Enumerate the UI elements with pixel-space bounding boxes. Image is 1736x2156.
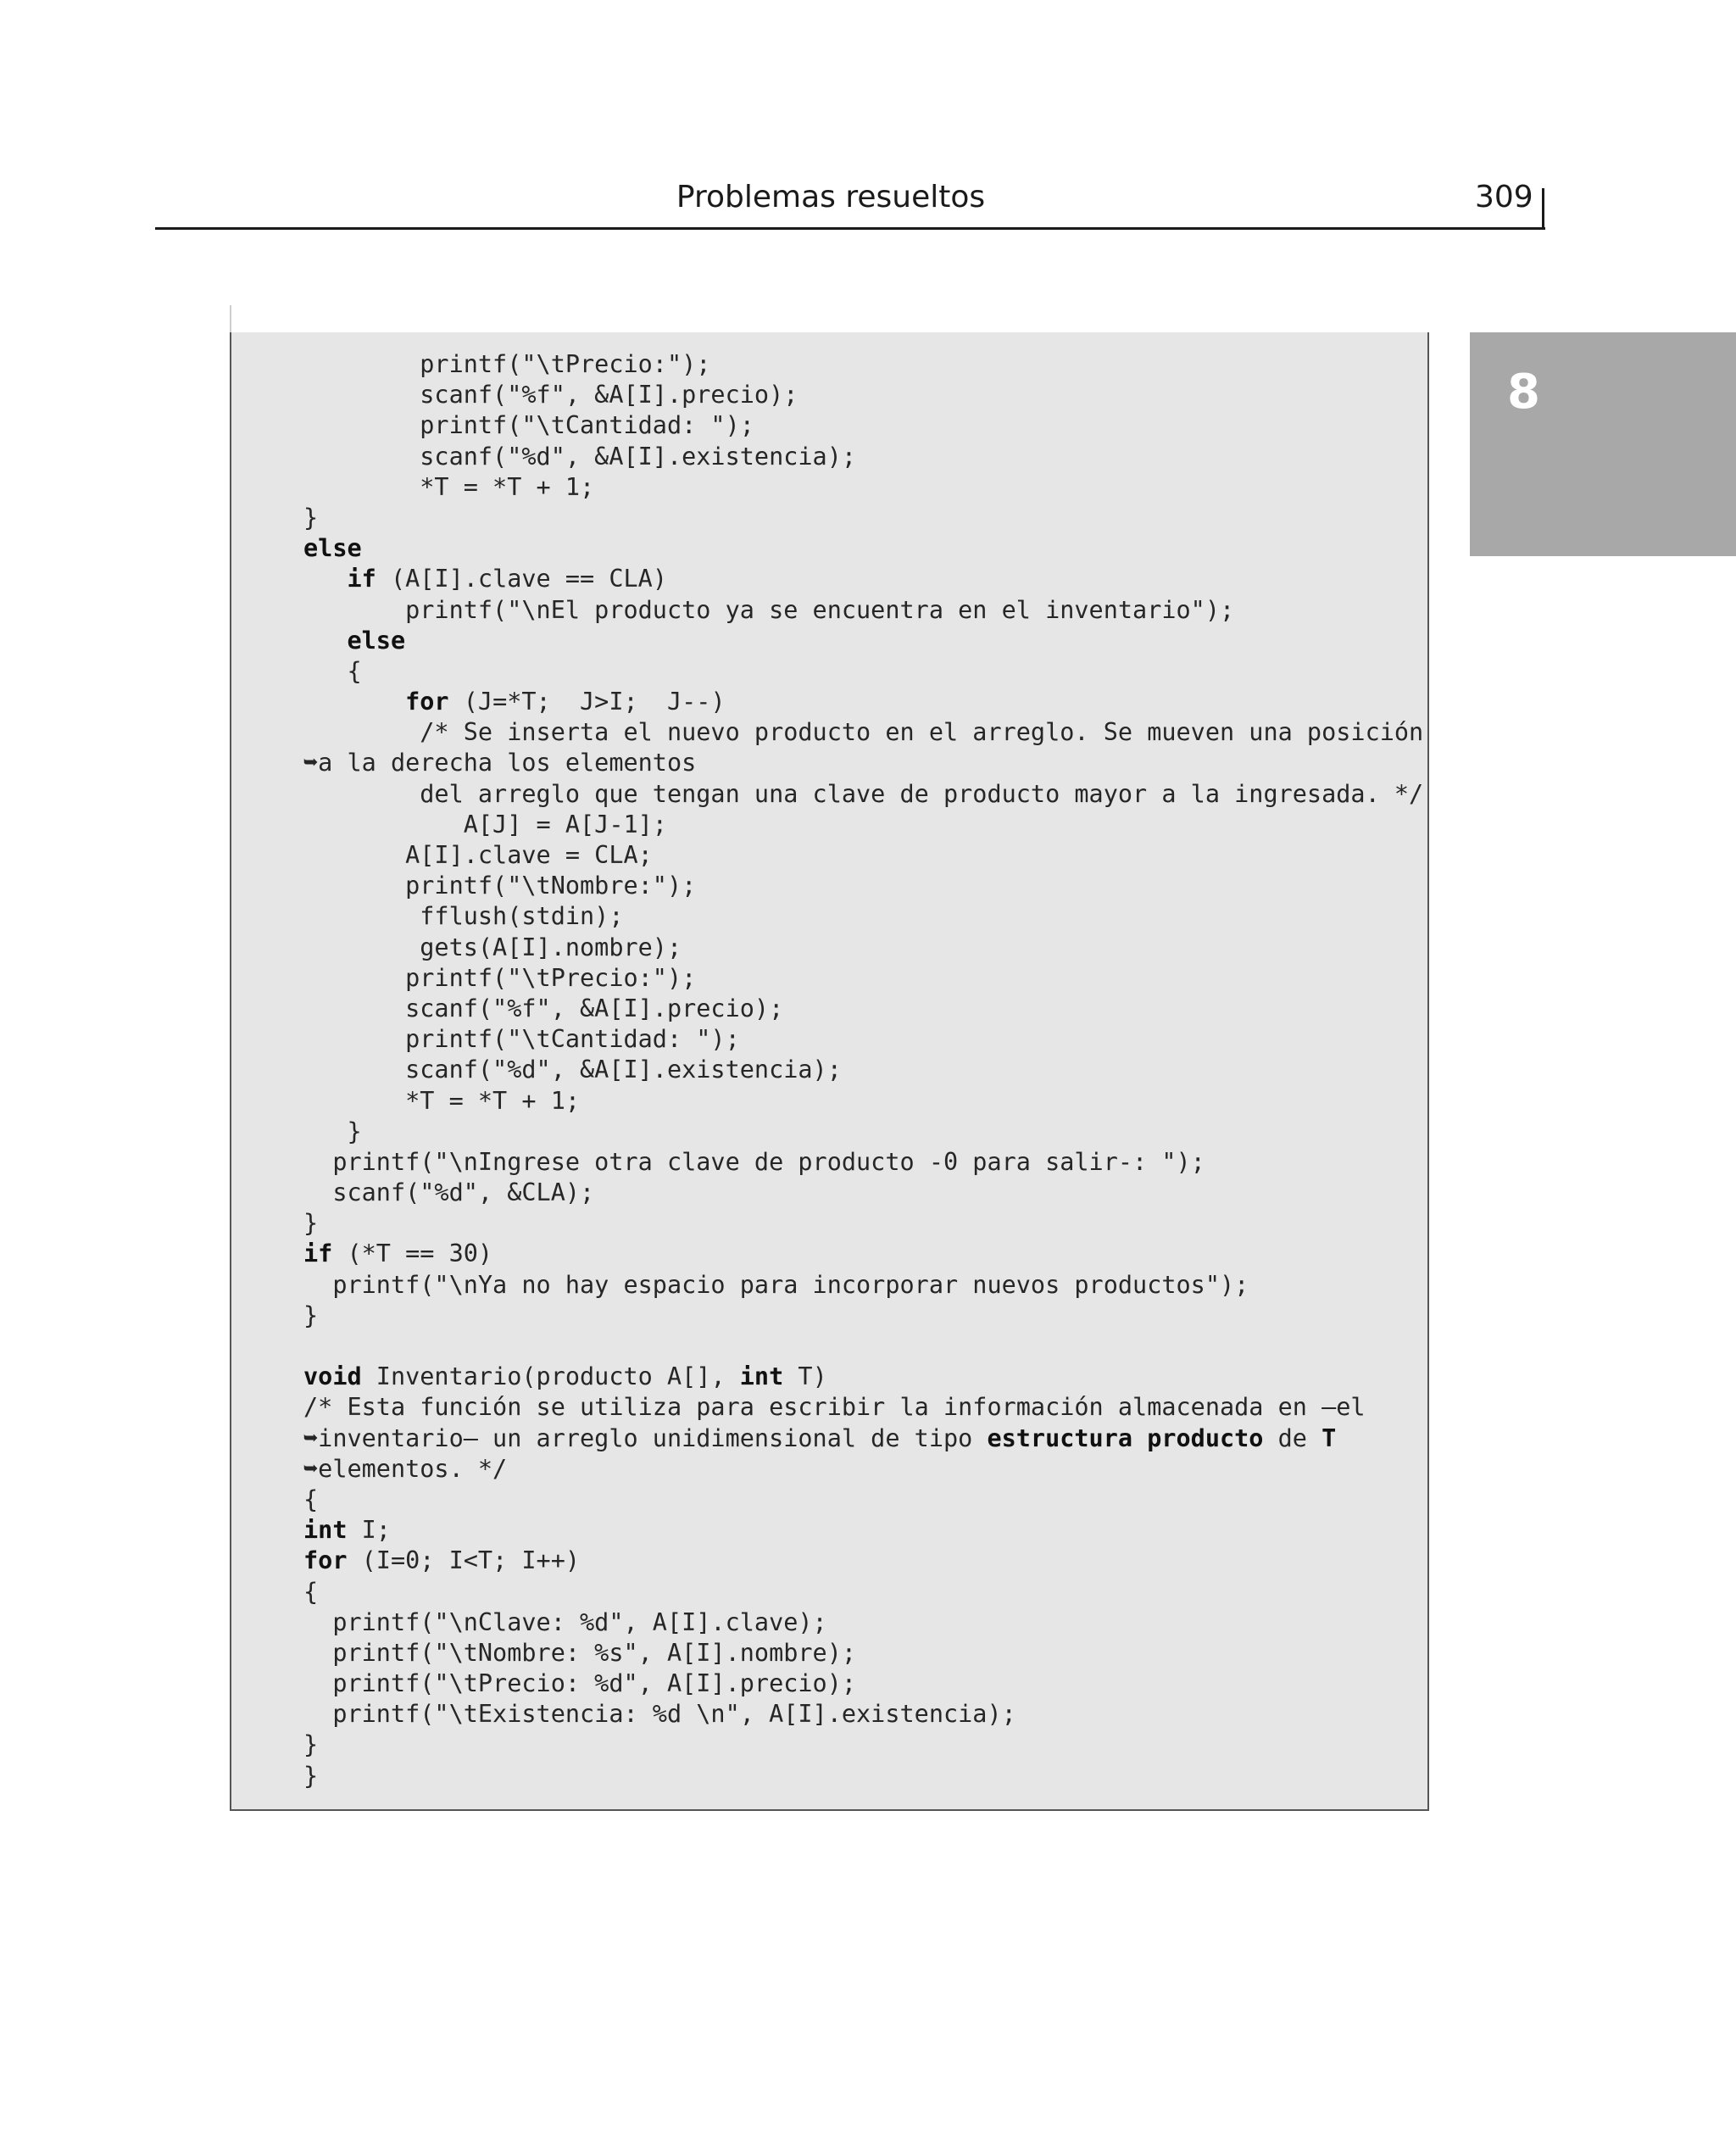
code-line — [303, 994, 1423, 1024]
header-rule — [155, 227, 1545, 230]
code-keyword: else — [347, 626, 406, 655]
code-text: *T = *T + 1; — [303, 472, 595, 501]
code-text: Inventario(producto A[], — [361, 1362, 740, 1391]
code-text: /* Se inserta el nuevo producto en el arreglo. Se mueven una posición — [303, 718, 1424, 747]
code-text: printf("\nEl producto ya se encuentra en el inventario"); — [303, 595, 1235, 624]
page-number: 309 — [1475, 180, 1533, 214]
code-text — [303, 565, 347, 593]
code-keyword: int — [739, 1362, 784, 1391]
code-text: printf("\tPrecio:"); — [303, 350, 711, 378]
code-line — [303, 717, 1423, 748]
code-keyword: if — [347, 565, 376, 593]
code-line — [303, 1454, 1423, 1485]
code-line — [303, 1208, 1423, 1239]
code-line — [303, 1055, 1423, 1085]
code-text: scanf("%d", &A[I].existencia); — [303, 1056, 842, 1084]
code-text: printf("\tCantidad: "); — [303, 1025, 740, 1054]
code-text — [303, 627, 347, 655]
chapter-tab — [1470, 332, 1736, 556]
code-text: printf("\tExistencia: %d \n", A[I].existencia); — [303, 1700, 1016, 1729]
code-line — [303, 871, 1423, 901]
code-text: I; — [347, 1516, 391, 1545]
code-text: printf("\nClave: %d", A[I].clave); — [303, 1607, 827, 1636]
code-text: A[I].clave = CLA; — [303, 841, 653, 869]
code-line — [303, 1699, 1423, 1730]
code-text: } — [303, 503, 319, 532]
code-text: } — [303, 1301, 319, 1329]
code-line — [303, 1270, 1423, 1301]
code-line — [303, 380, 1423, 410]
code-line — [303, 810, 1423, 840]
code-text: { — [303, 1485, 319, 1513]
code-text: } — [303, 1730, 319, 1759]
code-text: *T = *T + 1; — [303, 1086, 581, 1115]
code-line — [303, 349, 1423, 380]
code-text: } — [303, 1209, 319, 1238]
code-text — [303, 688, 405, 716]
code-line — [303, 687, 1423, 717]
code-line — [303, 1761, 1423, 1791]
code-line — [303, 1638, 1423, 1669]
code-text: } — [303, 1117, 362, 1145]
code-line — [303, 1577, 1423, 1607]
code-text: printf("\tCantidad: "); — [303, 411, 754, 440]
code-keyword: for — [303, 1546, 348, 1575]
code-text: (I=0; I<T; I++) — [347, 1546, 581, 1575]
code-text: (A[I].clave == CLA) — [376, 565, 667, 593]
code-keyword: if — [303, 1240, 333, 1268]
code-line — [303, 748, 1423, 778]
code-line — [303, 626, 1423, 656]
running-header-title: Problemas resueltos — [676, 180, 986, 214]
code-line — [303, 1147, 1423, 1178]
code-line — [303, 1669, 1423, 1699]
code-line — [303, 1515, 1423, 1546]
code-text: printf("\nIngrese otra clave de producto -0 para salir-: "); — [303, 1147, 1205, 1176]
code-text: fflush(stdin); — [303, 902, 624, 931]
code-line — [303, 1607, 1423, 1638]
code-line — [303, 933, 1423, 963]
code-line — [303, 656, 1423, 687]
code-line — [303, 564, 1423, 594]
code-text: scanf("%f", &A[I].precio); — [303, 994, 784, 1022]
code-text: ➥inventario— un arreglo unidimensional de tipo — [303, 1423, 988, 1452]
code-line — [303, 410, 1423, 441]
code-line — [303, 503, 1423, 533]
code-text: scanf("%d", &A[I].existencia); — [303, 442, 857, 471]
code-line — [303, 1485, 1423, 1515]
code-line — [303, 595, 1423, 626]
code-line — [303, 840, 1423, 871]
code-keyword: estructura producto — [987, 1423, 1264, 1452]
code-text: printf("\tPrecio: %d", A[I].precio); — [303, 1669, 857, 1698]
code-line — [303, 533, 1423, 564]
code-text: (J=*T; J>I; J--) — [448, 688, 726, 716]
code-line — [303, 1178, 1423, 1208]
code-text: printf("\nYa no hay espacio para incorporar nuevos productos"); — [303, 1270, 1249, 1299]
chapter-number: 8 — [1507, 365, 1540, 420]
code-text: de — [1263, 1423, 1322, 1452]
code-line — [303, 1730, 1423, 1760]
code-text: T) — [783, 1362, 827, 1391]
code-text: printf("\tPrecio:"); — [303, 963, 697, 992]
code-line — [303, 901, 1423, 932]
code-line — [303, 1086, 1423, 1117]
code-line — [303, 1239, 1423, 1269]
code-keyword: int — [303, 1516, 348, 1545]
code-line — [303, 1362, 1423, 1392]
code-text: { — [303, 1577, 319, 1606]
code-line — [303, 442, 1423, 472]
code-text: gets(A[I].nombre); — [303, 933, 682, 961]
code-line — [303, 1423, 1423, 1454]
code-text: del arreglo que tengan una clave de producto mayor a la ingresada. */ — [303, 779, 1424, 808]
code-keyword: else — [303, 534, 362, 563]
code-line — [303, 779, 1423, 810]
code-text: (*T == 30) — [332, 1240, 493, 1268]
code-text: { — [303, 656, 362, 685]
header-rule-tick — [1542, 188, 1544, 229]
code-text: printf("\tNombre: %s", A[I].nombre); — [303, 1638, 857, 1667]
code-text: A[J] = A[J-1]; — [303, 810, 667, 838]
code-text: } — [303, 1761, 319, 1790]
code-line — [303, 963, 1423, 994]
code-line — [303, 1331, 1423, 1362]
code-text: printf("\tNombre:"); — [303, 872, 697, 900]
code-listing — [303, 349, 1423, 1791]
code-text: /* Esta función se utiliza para escribir la información almacenada en —el — [303, 1393, 1366, 1422]
code-keyword: T — [1321, 1423, 1337, 1452]
code-text: scanf("%f", &A[I].precio); — [303, 381, 798, 409]
code-line — [303, 472, 1423, 503]
code-text: ➥a la derecha los elementos — [303, 749, 697, 777]
code-line — [303, 1301, 1423, 1331]
code-box-notch — [230, 305, 231, 334]
code-text: scanf("%d", &CLA); — [303, 1178, 595, 1207]
code-text: ➥elementos. */ — [303, 1454, 508, 1483]
code-line — [303, 1024, 1423, 1055]
code-keyword: void — [303, 1362, 362, 1391]
code-line — [303, 1392, 1423, 1423]
code-keyword: for — [405, 688, 449, 716]
code-line — [303, 1546, 1423, 1576]
code-line — [303, 1117, 1423, 1147]
